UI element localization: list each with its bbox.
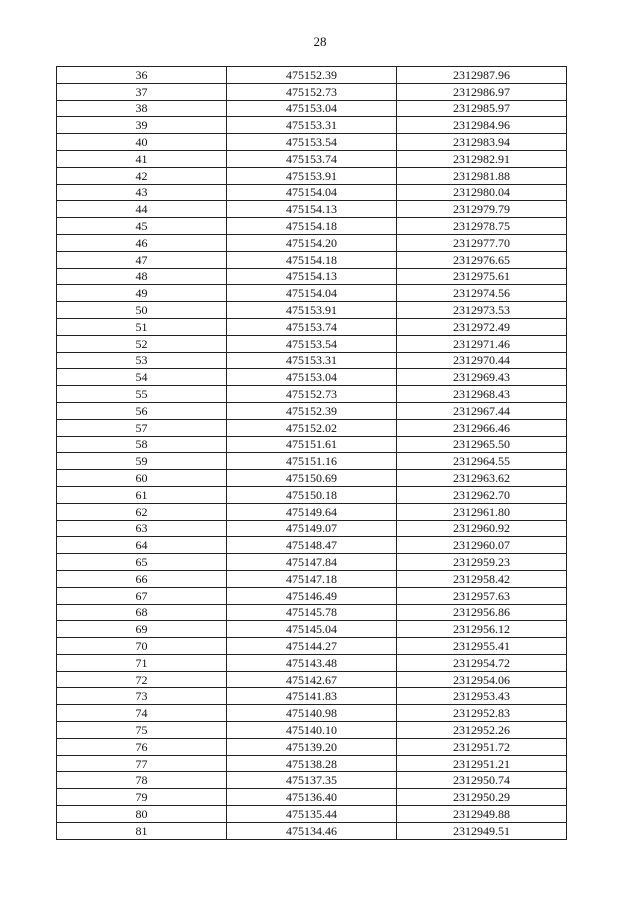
point-number-cell: 56 xyxy=(57,402,227,419)
table-row xyxy=(57,201,567,218)
table-row xyxy=(57,806,567,823)
point-number-cell: 78 xyxy=(57,772,227,789)
coordinates-table-body xyxy=(57,67,567,840)
y-coordinate-cell: 2312966.46 xyxy=(397,419,567,436)
point-number-cell: 61 xyxy=(57,486,227,503)
y-coordinate-cell: 2312963.62 xyxy=(397,470,567,487)
table-row xyxy=(57,100,567,117)
table-row xyxy=(57,352,567,369)
y-coordinate-cell: 2312985.97 xyxy=(397,100,567,117)
table-row xyxy=(57,335,567,352)
y-coordinate-cell: 2312987.96 xyxy=(397,67,567,84)
table-row xyxy=(57,638,567,655)
table-row xyxy=(57,369,567,386)
point-number-cell: 53 xyxy=(57,352,227,369)
x-coordinate-cell: 475152.73 xyxy=(227,386,397,403)
y-coordinate-cell: 2312949.88 xyxy=(397,806,567,823)
x-coordinate-cell: 475154.20 xyxy=(227,234,397,251)
point-number-cell: 75 xyxy=(57,722,227,739)
point-number-cell: 48 xyxy=(57,268,227,285)
table-row xyxy=(57,251,567,268)
y-coordinate-cell: 2312986.97 xyxy=(397,83,567,100)
point-number-cell: 44 xyxy=(57,201,227,218)
y-coordinate-cell: 2312978.75 xyxy=(397,218,567,235)
y-coordinate-cell: 2312964.55 xyxy=(397,453,567,470)
table-row xyxy=(57,268,567,285)
x-coordinate-cell: 475151.16 xyxy=(227,453,397,470)
y-coordinate-cell: 2312972.49 xyxy=(397,318,567,335)
point-number-cell: 67 xyxy=(57,587,227,604)
point-number-cell: 66 xyxy=(57,570,227,587)
point-number-cell: 69 xyxy=(57,621,227,638)
table-row xyxy=(57,386,567,403)
x-coordinate-cell: 475152.02 xyxy=(227,419,397,436)
x-coordinate-cell: 475141.83 xyxy=(227,688,397,705)
y-coordinate-cell: 2312981.88 xyxy=(397,167,567,184)
y-coordinate-cell: 2312961.80 xyxy=(397,503,567,520)
point-number-cell: 37 xyxy=(57,83,227,100)
y-coordinate-cell: 2312962.70 xyxy=(397,486,567,503)
table-row xyxy=(57,150,567,167)
point-number-cell: 64 xyxy=(57,537,227,554)
table-row xyxy=(57,621,567,638)
point-number-cell: 43 xyxy=(57,184,227,201)
x-coordinate-cell: 475137.35 xyxy=(227,772,397,789)
y-coordinate-cell: 2312954.06 xyxy=(397,671,567,688)
y-coordinate-cell: 2312982.91 xyxy=(397,150,567,167)
table-row xyxy=(57,604,567,621)
y-coordinate-cell: 2312980.04 xyxy=(397,184,567,201)
y-coordinate-cell: 2312979.79 xyxy=(397,201,567,218)
x-coordinate-cell: 475150.69 xyxy=(227,470,397,487)
coordinates-table xyxy=(56,66,567,840)
point-number-cell: 72 xyxy=(57,671,227,688)
y-coordinate-cell: 2312971.46 xyxy=(397,335,567,352)
x-coordinate-cell: 475153.91 xyxy=(227,302,397,319)
x-coordinate-cell: 475148.47 xyxy=(227,537,397,554)
point-number-cell: 36 xyxy=(57,67,227,84)
table-row xyxy=(57,520,567,537)
y-coordinate-cell: 2312975.61 xyxy=(397,268,567,285)
point-number-cell: 52 xyxy=(57,335,227,352)
x-coordinate-cell: 475146.49 xyxy=(227,587,397,604)
point-number-cell: 41 xyxy=(57,150,227,167)
table-row xyxy=(57,570,567,587)
x-coordinate-cell: 475139.20 xyxy=(227,738,397,755)
x-coordinate-cell: 475149.64 xyxy=(227,503,397,520)
y-coordinate-cell: 2312970.44 xyxy=(397,352,567,369)
table-row xyxy=(57,789,567,806)
point-number-cell: 60 xyxy=(57,470,227,487)
y-coordinate-cell: 2312968.43 xyxy=(397,386,567,403)
x-coordinate-cell: 475153.91 xyxy=(227,167,397,184)
table-row xyxy=(57,318,567,335)
table-row xyxy=(57,587,567,604)
x-coordinate-cell: 475153.54 xyxy=(227,335,397,352)
y-coordinate-cell: 2312952.26 xyxy=(397,722,567,739)
point-number-cell: 63 xyxy=(57,520,227,537)
table-row xyxy=(57,117,567,134)
y-coordinate-cell: 2312960.92 xyxy=(397,520,567,537)
y-coordinate-cell: 2312973.53 xyxy=(397,302,567,319)
x-coordinate-cell: 475154.13 xyxy=(227,201,397,218)
table-row xyxy=(57,654,567,671)
y-coordinate-cell: 2312967.44 xyxy=(397,402,567,419)
point-number-cell: 58 xyxy=(57,436,227,453)
y-coordinate-cell: 2312984.96 xyxy=(397,117,567,134)
x-coordinate-cell: 475136.40 xyxy=(227,789,397,806)
point-number-cell: 81 xyxy=(57,822,227,839)
table-row xyxy=(57,671,567,688)
point-number-cell: 59 xyxy=(57,453,227,470)
point-number-cell: 38 xyxy=(57,100,227,117)
x-coordinate-cell: 475149.07 xyxy=(227,520,397,537)
point-number-cell: 49 xyxy=(57,285,227,302)
point-number-cell: 40 xyxy=(57,134,227,151)
table-row xyxy=(57,134,567,151)
table-row xyxy=(57,688,567,705)
point-number-cell: 71 xyxy=(57,654,227,671)
point-number-cell: 80 xyxy=(57,806,227,823)
x-coordinate-cell: 475147.18 xyxy=(227,570,397,587)
table-row xyxy=(57,218,567,235)
point-number-cell: 74 xyxy=(57,705,227,722)
x-coordinate-cell: 475153.54 xyxy=(227,134,397,151)
x-coordinate-cell: 475153.74 xyxy=(227,318,397,335)
table-row xyxy=(57,285,567,302)
table-row xyxy=(57,503,567,520)
y-coordinate-cell: 2312951.72 xyxy=(397,738,567,755)
table-row xyxy=(57,755,567,772)
x-coordinate-cell: 475153.31 xyxy=(227,117,397,134)
y-coordinate-cell: 2312974.56 xyxy=(397,285,567,302)
x-coordinate-cell: 475151.61 xyxy=(227,436,397,453)
x-coordinate-cell: 475140.98 xyxy=(227,705,397,722)
y-coordinate-cell: 2312949.51 xyxy=(397,822,567,839)
table-row xyxy=(57,705,567,722)
point-number-cell: 45 xyxy=(57,218,227,235)
table-row xyxy=(57,83,567,100)
point-number-cell: 39 xyxy=(57,117,227,134)
x-coordinate-cell: 475152.73 xyxy=(227,83,397,100)
y-coordinate-cell: 2312983.94 xyxy=(397,134,567,151)
table-row xyxy=(57,822,567,839)
point-number-cell: 57 xyxy=(57,419,227,436)
table-row xyxy=(57,453,567,470)
y-coordinate-cell: 2312954.72 xyxy=(397,654,567,671)
y-coordinate-cell: 2312958.42 xyxy=(397,570,567,587)
table-row xyxy=(57,184,567,201)
point-number-cell: 62 xyxy=(57,503,227,520)
x-coordinate-cell: 475145.04 xyxy=(227,621,397,638)
y-coordinate-cell: 2312976.65 xyxy=(397,251,567,268)
point-number-cell: 79 xyxy=(57,789,227,806)
table-row xyxy=(57,402,567,419)
point-number-cell: 54 xyxy=(57,369,227,386)
page-number: 28 xyxy=(313,34,327,49)
y-coordinate-cell: 2312969.43 xyxy=(397,369,567,386)
table-row xyxy=(57,470,567,487)
point-number-cell: 70 xyxy=(57,638,227,655)
point-number-cell: 46 xyxy=(57,234,227,251)
y-coordinate-cell: 2312955.41 xyxy=(397,638,567,655)
table-row xyxy=(57,554,567,571)
table-row xyxy=(57,167,567,184)
y-coordinate-cell: 2312956.86 xyxy=(397,604,567,621)
point-number-cell: 73 xyxy=(57,688,227,705)
table-row xyxy=(57,302,567,319)
x-coordinate-cell: 475144.27 xyxy=(227,638,397,655)
x-coordinate-cell: 475135.44 xyxy=(227,806,397,823)
table-row xyxy=(57,738,567,755)
y-coordinate-cell: 2312959.23 xyxy=(397,554,567,571)
y-coordinate-cell: 2312956.12 xyxy=(397,621,567,638)
x-coordinate-cell: 475152.39 xyxy=(227,67,397,84)
table-row xyxy=(57,67,567,84)
y-coordinate-cell: 2312957.63 xyxy=(397,587,567,604)
x-coordinate-cell: 475152.39 xyxy=(227,402,397,419)
point-number-cell: 47 xyxy=(57,251,227,268)
point-number-cell: 42 xyxy=(57,167,227,184)
x-coordinate-cell: 475153.74 xyxy=(227,150,397,167)
table-row xyxy=(57,772,567,789)
point-number-cell: 68 xyxy=(57,604,227,621)
table-row xyxy=(57,486,567,503)
point-number-cell: 76 xyxy=(57,738,227,755)
point-number-cell: 77 xyxy=(57,755,227,772)
y-coordinate-cell: 2312965.50 xyxy=(397,436,567,453)
x-coordinate-cell: 475154.18 xyxy=(227,218,397,235)
x-coordinate-cell: 475150.18 xyxy=(227,486,397,503)
x-coordinate-cell: 475154.18 xyxy=(227,251,397,268)
table-row xyxy=(57,722,567,739)
y-coordinate-cell: 2312950.74 xyxy=(397,772,567,789)
y-coordinate-cell: 2312953.43 xyxy=(397,688,567,705)
table-row xyxy=(57,419,567,436)
x-coordinate-cell: 475154.04 xyxy=(227,184,397,201)
point-number-cell: 65 xyxy=(57,554,227,571)
y-coordinate-cell: 2312977.70 xyxy=(397,234,567,251)
x-coordinate-cell: 475154.13 xyxy=(227,268,397,285)
x-coordinate-cell: 475153.04 xyxy=(227,100,397,117)
x-coordinate-cell: 475145.78 xyxy=(227,604,397,621)
y-coordinate-cell: 2312951.21 xyxy=(397,755,567,772)
point-number-cell: 55 xyxy=(57,386,227,403)
y-coordinate-cell: 2312950.29 xyxy=(397,789,567,806)
point-number-cell: 50 xyxy=(57,302,227,319)
x-coordinate-cell: 475138.28 xyxy=(227,755,397,772)
y-coordinate-cell: 2312952.83 xyxy=(397,705,567,722)
x-coordinate-cell: 475153.31 xyxy=(227,352,397,369)
table-row xyxy=(57,234,567,251)
point-number-cell: 51 xyxy=(57,318,227,335)
table-row xyxy=(57,537,567,554)
x-coordinate-cell: 475153.04 xyxy=(227,369,397,386)
x-coordinate-cell: 475143.48 xyxy=(227,654,397,671)
table-row xyxy=(57,436,567,453)
x-coordinate-cell: 475134.46 xyxy=(227,822,397,839)
x-coordinate-cell: 475140.10 xyxy=(227,722,397,739)
y-coordinate-cell: 2312960.07 xyxy=(397,537,567,554)
x-coordinate-cell: 475154.04 xyxy=(227,285,397,302)
x-coordinate-cell: 475142.67 xyxy=(227,671,397,688)
x-coordinate-cell: 475147.84 xyxy=(227,554,397,571)
